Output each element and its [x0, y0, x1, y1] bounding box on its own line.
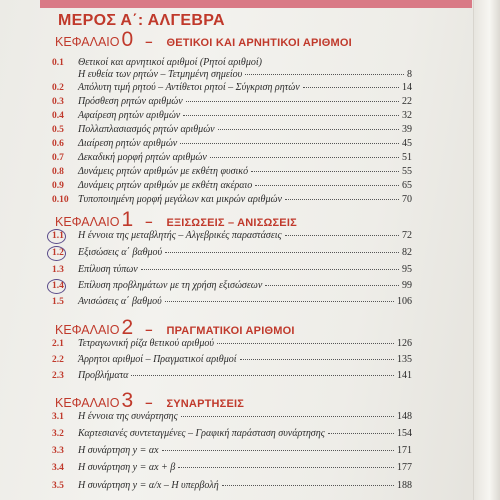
entry-title: Δυνάμεις ρητών αριθμών με εκθέτη φυσικό [78, 166, 249, 177]
entry-number: 0.1 [52, 58, 64, 68]
entry-page: 51 [402, 152, 412, 163]
entry-title: Απόλυτη τιμή ρητού – Αντίθετοι ρητοί – Σύγκριση ρητών [78, 82, 300, 93]
toc-entry[interactable] [52, 69, 412, 82]
entry-page: 45 [402, 138, 412, 149]
entry-page: 70 [402, 194, 412, 205]
toc-entry[interactable] [52, 152, 412, 165]
entry-title: Η έννοια της συνάρτησης [78, 411, 178, 422]
toc-entry[interactable] [52, 96, 412, 109]
entry-number: 1.2 [52, 248, 64, 258]
entry-number: 1.3 [52, 265, 64, 275]
entry-page: 22 [402, 96, 412, 107]
entry-page: 82 [402, 247, 412, 258]
entry-page: 171 [397, 445, 412, 456]
toc-entry[interactable] [52, 124, 412, 137]
toc-entry[interactable] [52, 180, 412, 193]
leader-dots [210, 157, 399, 158]
entry-number: 1.4 [52, 281, 64, 291]
leader-dots [303, 87, 399, 88]
entry-number: 0.3 [52, 97, 64, 107]
entry-page: 154 [397, 428, 412, 439]
chapter-title: ΕΞΙΣΩΣΕΙΣ – ΑΝΙΣΩΣΕΙΣ [166, 217, 297, 229]
toc-entry[interactable] [52, 428, 412, 441]
entry-number: 0.10 [52, 195, 69, 205]
entry-page: 65 [402, 180, 412, 191]
entry-title: Πολλαπλασιασμός ρητών αριθμών [78, 124, 215, 135]
page-edge [473, 0, 500, 500]
entry-title: Αφαίρεση ρητών αριθμών [78, 110, 181, 121]
leader-dots [165, 252, 399, 253]
toc-entry[interactable] [52, 110, 412, 123]
entry-page: 141 [397, 370, 412, 381]
entry-page: 177 [397, 462, 412, 473]
entry-title: Δεκαδική μορφή ρητών αριθμών [78, 152, 207, 163]
leader-dots [178, 467, 394, 468]
part-title: ΜΕΡΟΣ Α΄: ΑΛΓΕΒΡΑ [58, 12, 225, 29]
toc-entry[interactable] [52, 280, 412, 293]
entry-title: Δυνάμεις ρητών αριθμών με εκθέτη ακέραιο [78, 180, 253, 191]
entry-number: 3.2 [52, 429, 64, 439]
leader-dots [222, 485, 394, 486]
entry-page: 32 [402, 110, 412, 121]
entry-title: Η συνάρτηση y = α/x – Η υπερβολή [78, 480, 219, 491]
toc-entry[interactable] [52, 166, 412, 179]
chapter-word: ΚΕΦΑΛΑΙΟ [55, 323, 120, 337]
entry-number: 1.1 [52, 231, 64, 241]
entry-title: Εξισώσεις α΄ βαθμού [78, 247, 163, 258]
entry-number: 1.5 [52, 297, 64, 307]
chapter-word: ΚΕΦΑΛΑΙΟ [55, 215, 120, 229]
entry-number: 2.1 [52, 339, 64, 349]
chapter-word: ΚΕΦΑΛΑΙΟ [55, 35, 120, 49]
entry-page: 99 [402, 280, 412, 291]
toc-entry[interactable] [52, 462, 412, 475]
chapter-number: 1 [121, 208, 134, 231]
entry-number: 2.2 [52, 355, 64, 365]
toc-entry[interactable] [52, 264, 412, 277]
leader-dots [218, 129, 399, 130]
entry-page: 14 [402, 82, 412, 93]
entry-number: 0.6 [52, 139, 64, 149]
chapter-title: ΣΥΝΑΡΤΗΣΕΙΣ [166, 398, 245, 410]
entry-title: Θετικοί και αρνητικοί αριθμοί (Ρητοί αριθμοί) [78, 57, 262, 68]
entry-title: Η συνάρτηση y = αx [78, 445, 159, 456]
entry-number: 3.3 [52, 446, 64, 456]
entry-title: Άρρητοι αριθμοί – Πραγματικοί αριθμοί [78, 354, 237, 365]
entry-number: 0.7 [52, 153, 64, 163]
header-band [40, 0, 472, 8]
chapter-number: 3 [121, 389, 134, 412]
entry-title: Προβλήματα [78, 370, 129, 381]
entry-title: Ανισώσεις α΄ βαθμού [78, 296, 162, 307]
leader-dots [328, 433, 394, 434]
leader-dots [265, 285, 399, 286]
leader-dots [285, 235, 399, 236]
entry-title: Τυποποιημένη μορφή μεγάλων και μικρών αριθμών [78, 194, 282, 205]
leader-dots [181, 416, 394, 417]
chapter-dash: – [145, 34, 153, 49]
toc-entry[interactable] [52, 445, 412, 458]
chapter-dash: – [145, 214, 153, 229]
chapter-number: 2 [121, 316, 134, 339]
toc-entry[interactable] [52, 370, 412, 383]
chapter-title: ΠΡΑΓΜΑΤΙΚΟΙ ΑΡΙΘΜΟΙ [166, 325, 295, 337]
leader-dots [240, 359, 394, 360]
leader-dots [285, 199, 399, 200]
toc-entry[interactable] [52, 194, 412, 207]
toc-entry[interactable] [52, 354, 412, 367]
entry-page: 126 [397, 338, 412, 349]
toc-entry[interactable] [52, 296, 412, 309]
entry-title: Η συνάρτηση y = αx + β [78, 462, 176, 473]
leader-dots [186, 101, 399, 102]
entry-page: 55 [402, 166, 412, 177]
chapter-dash: – [145, 322, 153, 337]
entry-number: 0.9 [52, 181, 64, 191]
entry-number: 0.8 [52, 167, 64, 177]
toc-entry[interactable] [52, 338, 412, 351]
leader-dots [251, 171, 399, 172]
chapter-0-heading [55, 28, 455, 52]
leader-dots [162, 450, 394, 451]
leader-dots [165, 301, 394, 302]
entry-title: Επίλυση προβλημάτων με τη χρήση εξισώσεων [78, 280, 263, 291]
entry-title: Επίλυση τύπων [78, 264, 138, 275]
entry-page: 8 [407, 69, 412, 80]
leader-dots [217, 343, 394, 344]
entry-page: 39 [402, 124, 412, 135]
entry-number: 3.4 [52, 463, 64, 473]
entry-number: 0.2 [52, 83, 64, 93]
entry-number: 0.4 [52, 111, 64, 121]
entry-number: 3.1 [52, 412, 64, 422]
toc-entry[interactable] [52, 82, 412, 95]
entry-page: 95 [402, 264, 412, 275]
entry-title: Διαίρεση ρητών αριθμών [78, 138, 178, 149]
chapter-3-heading [55, 389, 455, 413]
chapter-dash: – [145, 395, 153, 410]
entry-page: 106 [397, 296, 412, 307]
leader-dots [255, 185, 399, 186]
chapter-1-heading [55, 208, 455, 232]
toc-entry[interactable] [52, 247, 412, 260]
entry-page: 148 [397, 411, 412, 422]
chapter-2-heading [55, 316, 455, 340]
entry-title: Καρτεσιανές συντεταγμένες – Γραφική παράσταση συνάρτησης [78, 428, 325, 439]
leader-dots [245, 74, 404, 75]
chapter-number: 0 [121, 28, 134, 51]
entry-page: 72 [402, 230, 412, 241]
entry-title: Πρόσθεση ρητών αριθμών [78, 96, 183, 107]
toc-entry[interactable] [52, 480, 412, 493]
leader-dots [141, 269, 399, 270]
entry-title: Τετραγωνική ρίζα θετικού αριθμού [78, 338, 214, 349]
toc-entry[interactable] [52, 230, 412, 243]
entry-title: Η ευθεία των ρητών – Τετμημένη σημείου [78, 69, 243, 80]
toc-entry[interactable] [52, 138, 412, 151]
entry-number: 0.5 [52, 125, 64, 135]
leader-dots [183, 115, 399, 116]
entry-title: Η έννοια της μεταβλητής – Αλγεβρικές παραστάσεις [78, 230, 282, 241]
entry-page: 188 [397, 480, 412, 491]
chapter-word: ΚΕΦΑΛΑΙΟ [55, 396, 120, 410]
toc-entry[interactable] [52, 411, 412, 424]
leader-dots [131, 375, 394, 376]
entry-number: 3.5 [52, 481, 64, 491]
entry-page: 135 [397, 354, 412, 365]
entry-number: 2.3 [52, 371, 64, 381]
leader-dots [180, 143, 399, 144]
chapter-title: ΘΕΤΙΚΟΙ ΚΑΙ ΑΡΝΗΤΙΚΟΙ ΑΡΙΘΜΟΙ [166, 37, 352, 49]
